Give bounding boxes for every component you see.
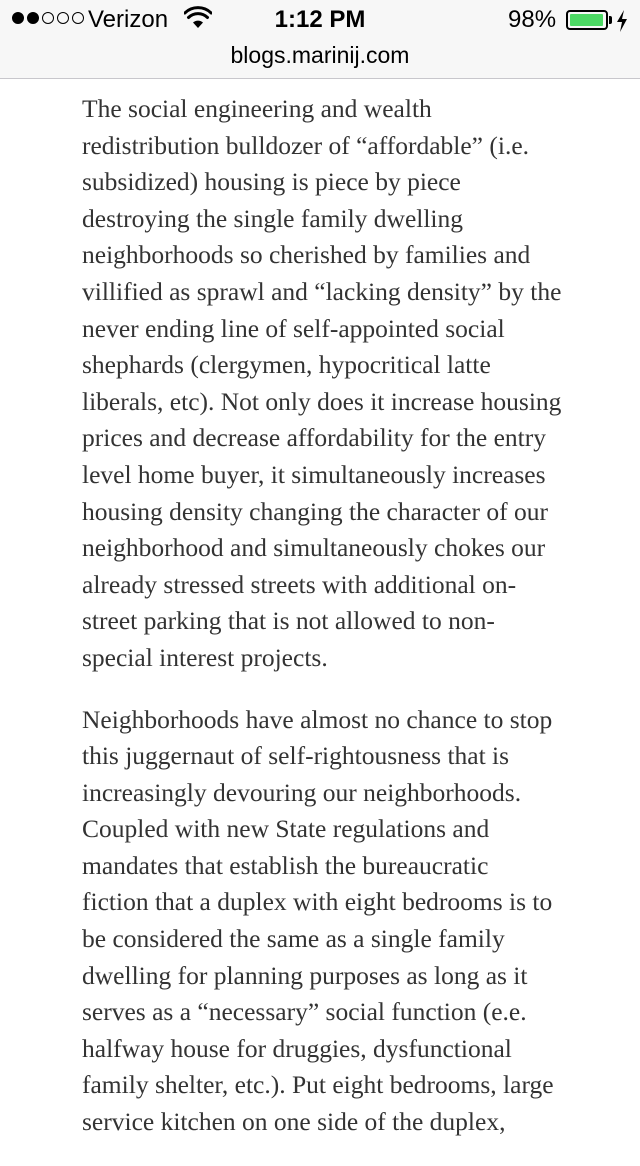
battery-tip bbox=[609, 16, 612, 24]
article-line: destroying the single family dwelling bbox=[82, 203, 464, 233]
article-body bbox=[82, 91, 602, 1166]
article-paragraph bbox=[82, 91, 602, 677]
battery-percentage: 98% bbox=[508, 6, 557, 33]
status-bar bbox=[0, 0, 640, 40]
article-line: this juggernaut of self-rightousness that is bbox=[82, 741, 510, 771]
article-line: Coupled with new State regulations and bbox=[82, 814, 490, 844]
article-line: halfway house for druggies, dysfunctional bbox=[82, 1033, 512, 1063]
article-line: liberals, etc). Not only does it increase housing bbox=[82, 386, 562, 416]
article-line: shephards (clergymen, hypocritical latte bbox=[82, 350, 491, 380]
battery-icon bbox=[566, 10, 608, 30]
article-line: subsidized) housing is piece by piece bbox=[82, 167, 461, 197]
article-line: be considered the same as a single family bbox=[82, 924, 505, 954]
article-line: neighborhood and simultaneously chokes our bbox=[82, 533, 546, 563]
article-line: housing density changing the character of our bbox=[82, 496, 548, 526]
article-line: Neighborhoods have almost no chance to stop bbox=[82, 704, 553, 734]
article-line: increasingly devouring our neighborhoods. bbox=[82, 777, 522, 807]
article-line: mandates that establish the bureaucratic bbox=[82, 850, 489, 880]
battery-level-fill bbox=[570, 14, 603, 26]
article-line: already stressed streets with additional on- bbox=[82, 569, 517, 599]
article-paragraph bbox=[82, 702, 602, 1141]
article-line: street parking that is not allowed to non- bbox=[82, 606, 495, 636]
article-line: family shelter, etc.). Put eight bedrooms, large bbox=[82, 1070, 554, 1100]
charging-bolt-icon bbox=[616, 10, 628, 32]
url-text[interactable]: blogs.marinij.com bbox=[230, 42, 410, 68]
carrier-name: Verizon bbox=[88, 6, 169, 33]
address-bar[interactable] bbox=[0, 40, 640, 79]
article-line: level home buyer, it simultaneously increases bbox=[82, 459, 546, 489]
article-line: fiction that a duplex with eight bedrooms is to bbox=[82, 887, 553, 917]
status-time: 1:12 PM bbox=[274, 6, 366, 33]
article-line: never ending line of self-appointed social bbox=[82, 313, 505, 343]
article-line: service kitchen on one side of the duplex, bbox=[82, 1107, 506, 1137]
article-line: prices and decrease affordability for the entry bbox=[82, 423, 546, 453]
article-line: neighborhoods so cherished by families and bbox=[82, 240, 531, 270]
article-line: The social engineering and wealth bbox=[82, 94, 432, 123]
article-line: special interest projects. bbox=[82, 642, 328, 672]
article-line: dwelling for planning purposes as long as it bbox=[82, 960, 528, 990]
article-line: redistribution bulldozer of “affordable” (i.e. bbox=[82, 130, 530, 160]
article-line: villified as sprawl and “lacking density” by the bbox=[82, 276, 562, 306]
article-line: serves as a “necessary” social function (e.e. bbox=[82, 997, 527, 1027]
